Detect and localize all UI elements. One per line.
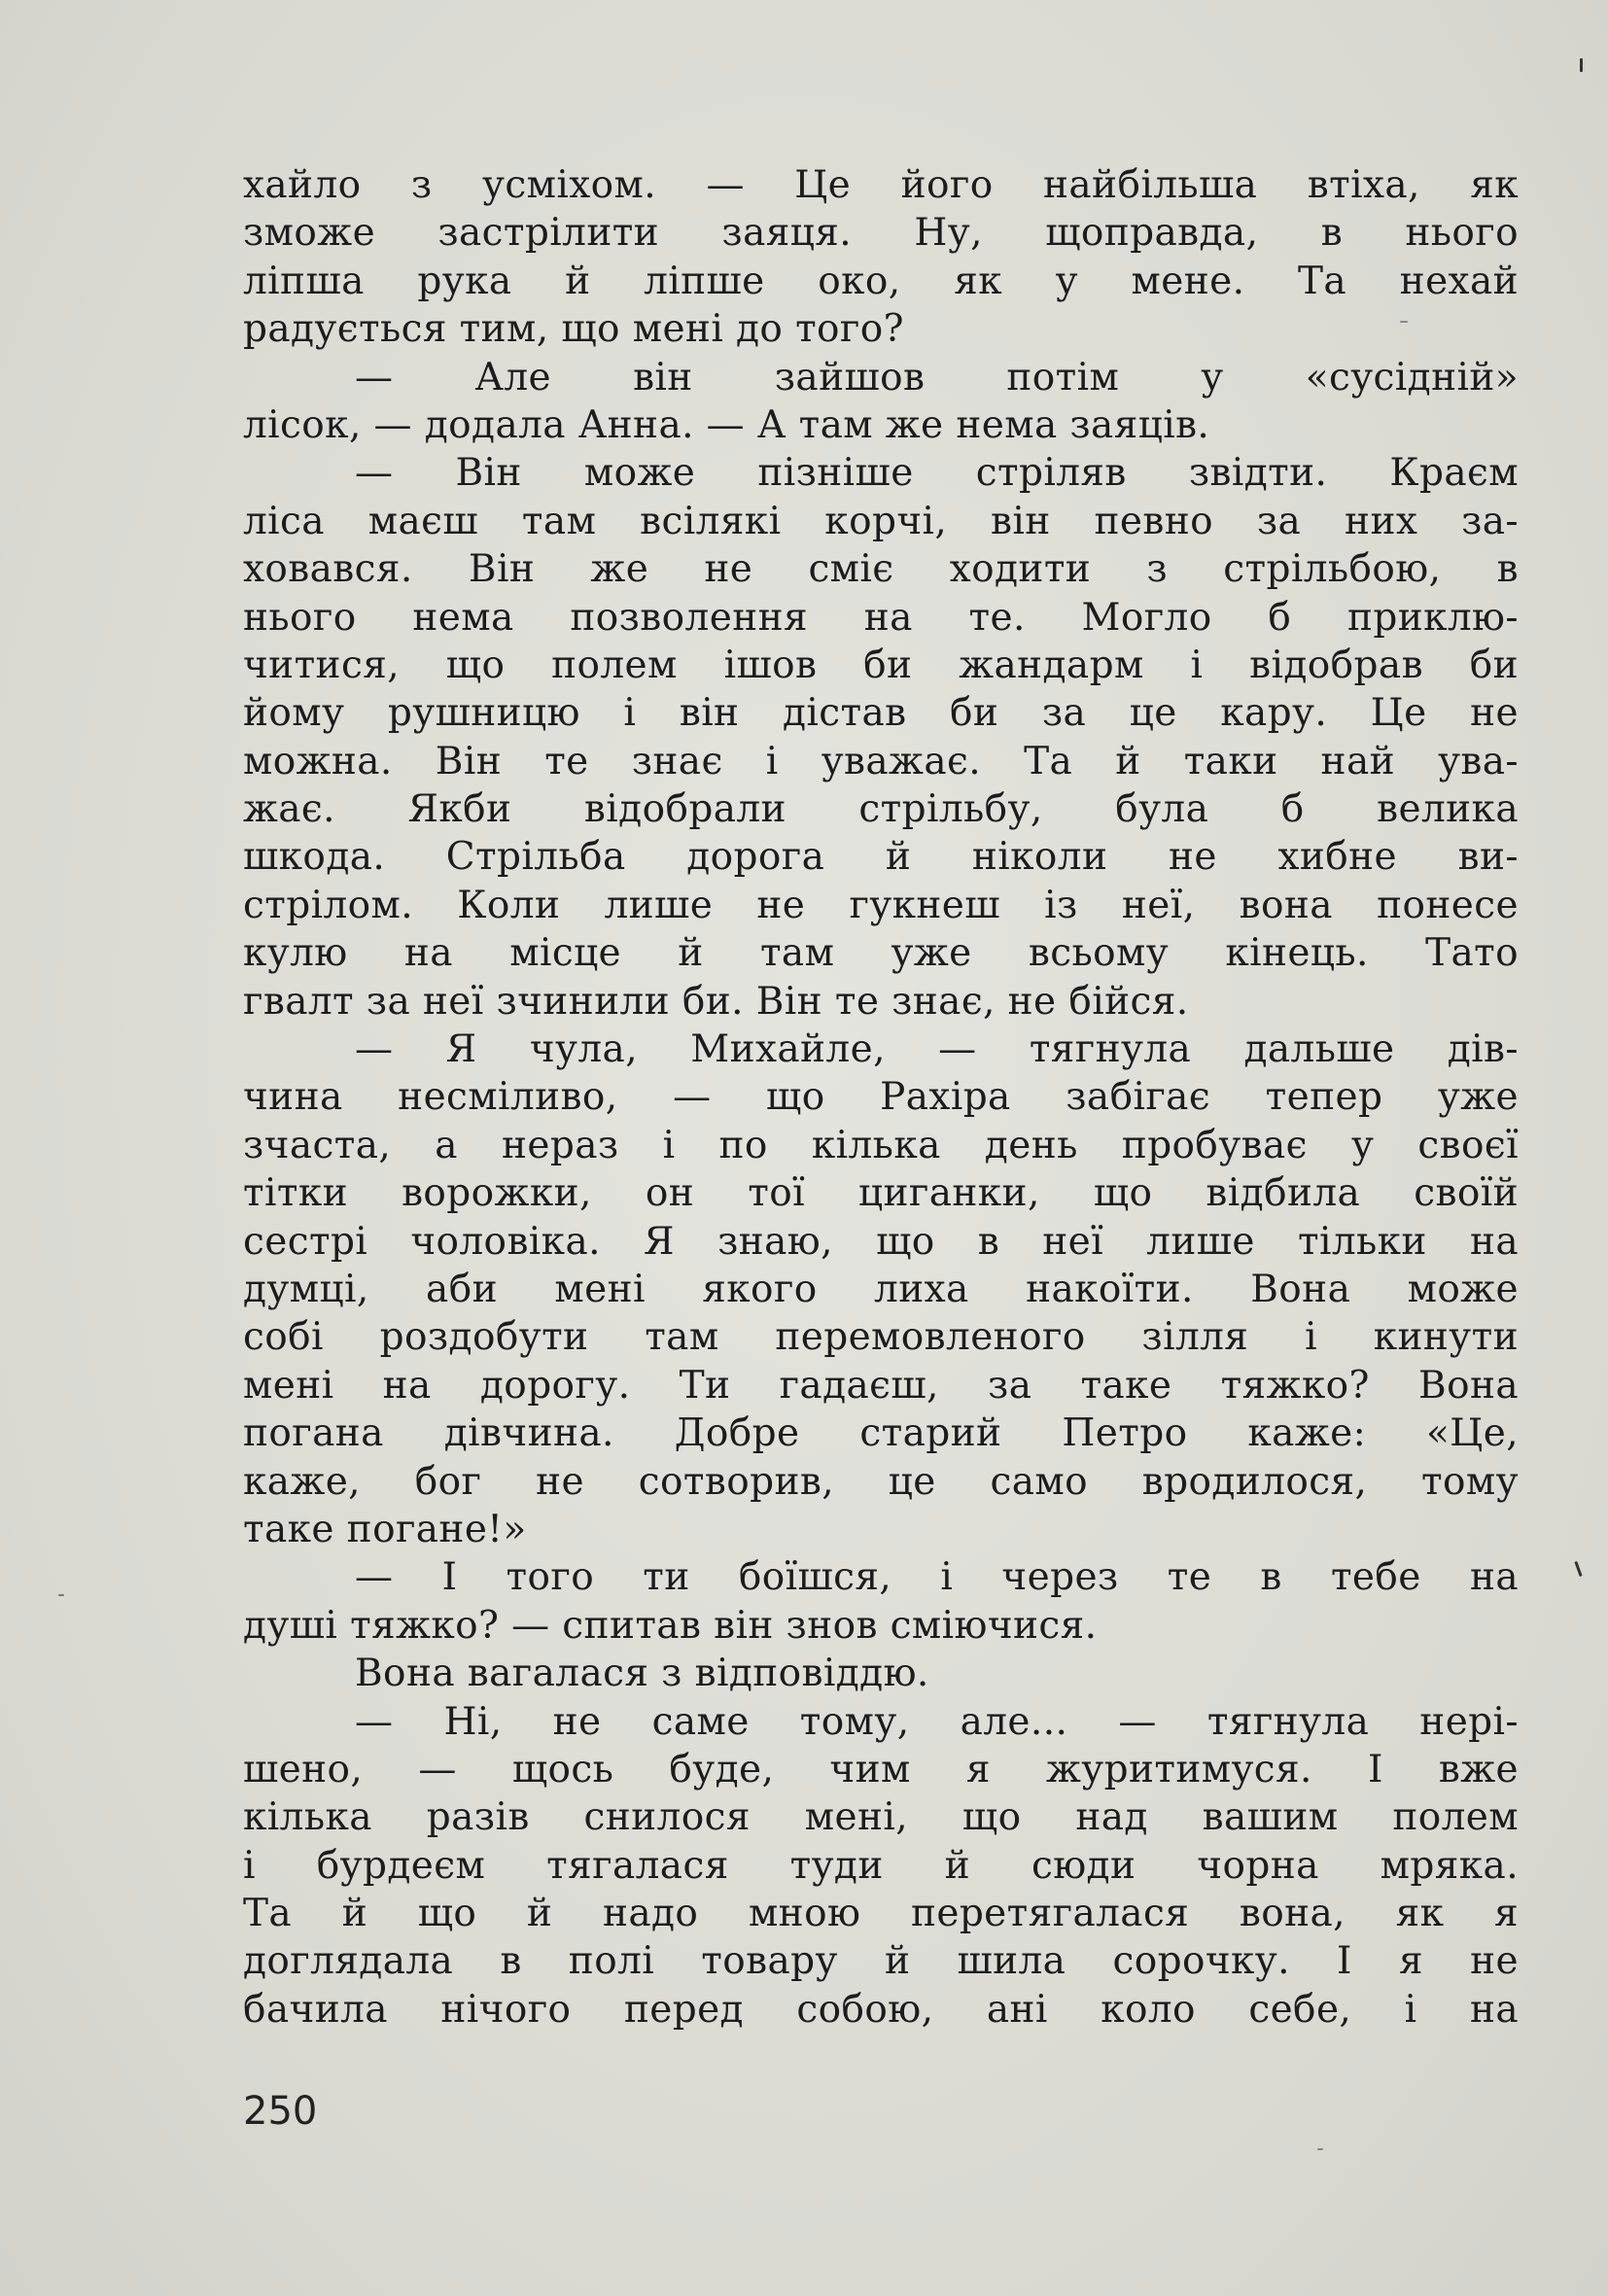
text-line: хайло з усміхом. — Це його найбільша втіха, як bbox=[243, 163, 1519, 207]
text-line: читися, що полем ішов би жандарм і відобрав би bbox=[243, 643, 1519, 687]
text-line: можна. Він те знає і уважає. Та й таки най ува- bbox=[243, 739, 1519, 783]
body-text bbox=[243, 161, 1519, 2034]
text-line: шкода. Стрільба дорога й ніколи не хибне ви- bbox=[243, 835, 1519, 880]
text-line: таке погане!» bbox=[243, 1507, 527, 1551]
scan-speck bbox=[1400, 321, 1408, 323]
text-line: лісок, — додала Анна. — А там же нема заяців. bbox=[243, 402, 1210, 447]
scan-speck bbox=[58, 1594, 64, 1596]
text-line: кулю на місце й там уже всьому кінець. Тато bbox=[243, 931, 1519, 976]
text-line: погана дівчина. Добре старий Петро каже: «Це, bbox=[243, 1411, 1519, 1456]
text-line: думці, аби мені якого лиха накоїти. Вона може bbox=[243, 1267, 1519, 1311]
text-line: ліпша рука й ліпше око, як у мене. Та нехай bbox=[243, 259, 1519, 303]
text-line: тітки ворожки, он тої циганки, що відбила своїй bbox=[243, 1171, 1519, 1216]
text-line: бачила нічого перед собою, ані коло себе, і на bbox=[243, 1987, 1519, 2032]
text-line: сестрі чоловіка. Я знаю, що в неї лише тільки на bbox=[243, 1219, 1519, 1264]
text-line: і бурдеєм тягалася туди й сюди чорна мряка. bbox=[243, 1843, 1519, 1888]
text-line: мені на дорогу. Ти гадаєш, за таке тяжко? Вона bbox=[243, 1363, 1519, 1408]
text-line: каже, бог не сотворив, це само вродилося, тому bbox=[243, 1459, 1519, 1504]
text-line: шено, — щось буде, чим я журитимуся. І вже bbox=[243, 1747, 1519, 1792]
page-number: 250 bbox=[243, 2089, 318, 2134]
text-line: нього нема позволення на те. Могло б приклю- bbox=[243, 595, 1519, 640]
text-line: Та й що й надо мною перетягалася вона, як я bbox=[243, 1892, 1519, 1936]
text-line: доглядала в полі товару й шила сорочку. І я не bbox=[243, 1939, 1519, 1984]
scan-speck bbox=[1580, 58, 1583, 72]
text-line: радується тим, що мені до того? bbox=[243, 307, 904, 352]
text-line: гвалт за неї зчинили би. Він те знає, не бійся. bbox=[243, 979, 1189, 1024]
text-line: — Але він зайшов потім у «сусідній» bbox=[355, 355, 1519, 400]
text-line: Вона вагалася з відповіддю. bbox=[355, 1652, 929, 1696]
text-line: жає. Якби відобрали стрільбу, була б велика bbox=[243, 787, 1519, 832]
text-line: собі роздобути там перемовленого зілля і кинути bbox=[243, 1315, 1519, 1360]
text-line: чина несміливо, — що Рахіра забігає тепер уже bbox=[243, 1075, 1519, 1120]
text-line: душі тяжко? — спитав він знов сміючися. bbox=[243, 1603, 1098, 1648]
text-line: — Я чула, Михайле, — тягнула дальше дів- bbox=[355, 1027, 1519, 1072]
text-line: зчаста, а нераз і по кілька день пробуває у своєї bbox=[243, 1123, 1519, 1167]
text-line: ліса маєш там всілякі корчі, він певно за них за- bbox=[243, 499, 1519, 543]
text-line: — І того ти боїшся, і через те в тебе на bbox=[355, 1555, 1519, 1600]
text-line: ховався. Він же не сміє ходити з стрільбою, в bbox=[243, 547, 1519, 592]
text-line: — Ні, не саме тому, але... — тягнула нері- bbox=[355, 1699, 1519, 1744]
text-line: — Він може пізніше стріляв звідти. Краєм bbox=[355, 451, 1519, 496]
scan-speck bbox=[1317, 2148, 1323, 2150]
text-line: зможе застрілити заяця. Ну, щоправда, в нього bbox=[243, 211, 1519, 256]
text-line: кілька разів снилося мені, що над вашим полем bbox=[243, 1795, 1519, 1840]
text-line: стрілом. Коли лише не гукнеш із неї, вона понесе bbox=[243, 883, 1519, 927]
scan-speck bbox=[1574, 1561, 1582, 1577]
text-line: йому рушницю і він дістав би за це кару. Це не bbox=[243, 691, 1519, 736]
